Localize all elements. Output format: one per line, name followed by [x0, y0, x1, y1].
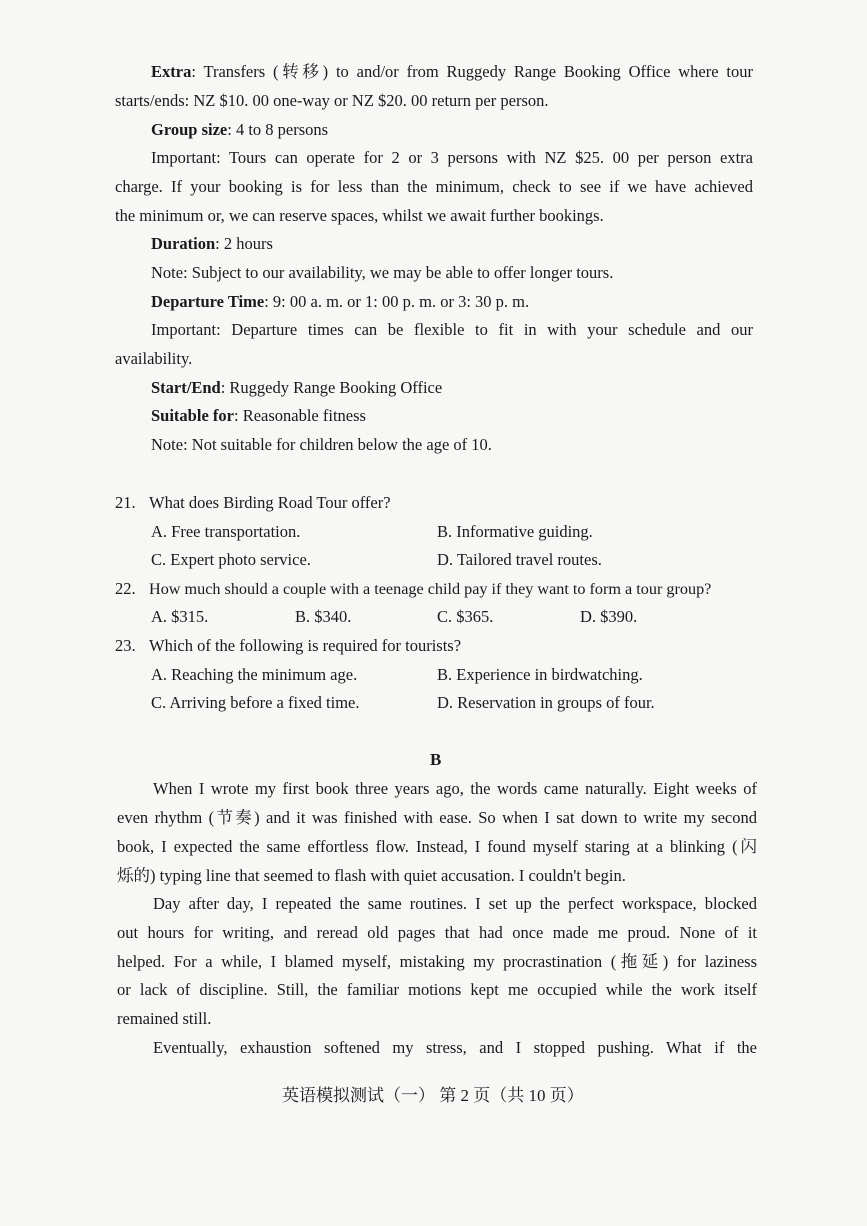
extra-text-1: Transfers (转移) to and/or from Ruggedy Range Booking Office where tour — [203, 62, 753, 81]
passage-p3-line-1: Eventually, exhaustion softened my stress, and I stopped pushing. What if the — [153, 1038, 757, 1057]
passage-p1-line-2: even rhythm (节奏) and it was finished with ease. So when I sat down to write my second — [117, 808, 757, 827]
extra-line-1: Extra: Transfers (转移) to and/or from Ruggedy Range Booking Office where tour — [151, 62, 753, 81]
q21-option-a[interactable]: A. Free transportation. — [151, 522, 301, 541]
departure-label: Departure Time — [151, 292, 265, 311]
question-text-21: What does Birding Road Tour offer? — [149, 493, 391, 512]
q22-option-c[interactable]: C. $365. — [437, 607, 494, 626]
passage-p1-line-4: 烁的) typing line that seemed to flash with quiet accusation. I couldn't begin. — [117, 866, 626, 885]
important1-line-3: the minimum or, we can reserve spaces, whilst we await further bookings. — [115, 206, 604, 225]
suitable-line: Suitable for: Reasonable fitness — [151, 406, 366, 425]
note-line-2: Note: Not suitable for children below the age of 10. — [151, 435, 492, 454]
important2-line-2: availability. — [115, 349, 193, 368]
start-end-label: Start/End — [151, 378, 221, 397]
important1-line-2: charge. If your booking is for less than the minimum, check to see if we have achieved — [115, 177, 753, 196]
duration-label: Duration — [151, 234, 216, 253]
passage-p1-line-1: When I wrote my first book three years ago, the words came naturally. Eight weeks of — [153, 779, 757, 798]
q23-option-a[interactable]: A. Reaching the minimum age. — [151, 665, 358, 684]
q23-option-b[interactable]: B. Experience in birdwatching. — [437, 665, 643, 684]
departure-line: Departure Time: 9: 00 a. m. or 1: 00 p. m. or 3: 30 p. m. — [151, 292, 530, 311]
q21-option-b[interactable]: B. Informative guiding. — [437, 522, 593, 541]
question-number-22: 22. — [115, 579, 136, 598]
section-heading-b: B — [430, 750, 442, 769]
q23-option-d[interactable]: D. Reservation in groups of four. — [437, 693, 655, 712]
passage-p2-line-3: helped. For a while, I blamed myself, mistaking my procrastination (拖延) for laziness — [117, 952, 757, 971]
q21-option-d[interactable]: D. Tailored travel routes. — [437, 550, 602, 569]
duration-text: 2 hours — [223, 234, 273, 253]
departure-text: 9: 00 a. m. or 1: 00 p. m. or 3: 30 p. m. — [272, 292, 530, 311]
passage-p2-line-4: or lack of discipline. Still, the familiar motions kept me occupied while the work itself — [117, 980, 757, 999]
extra-label: Extra — [151, 62, 192, 81]
question-text-22: How much should a couple with a teenage child pay if they want to form a tour group? — [149, 580, 712, 598]
q23-option-c[interactable]: C. Arriving before a fixed time. — [151, 693, 360, 712]
question-number-21: 21. — [115, 493, 136, 512]
q21-option-c[interactable]: C. Expert photo service. — [151, 550, 311, 569]
question-number-23: 23. — [115, 636, 136, 655]
important2-line-1: Important: Departure times can be flexible to fit in with your schedule and our — [151, 320, 753, 339]
passage-p2-line-5: remained still. — [117, 1009, 212, 1028]
group-size-line: Group size: 4 to 8 persons — [151, 120, 329, 139]
start-end-text: Ruggedy Range Booking Office — [229, 378, 443, 397]
important1-line-1: Important: Tours can operate for 2 or 3 persons with NZ $25. 00 per person extra — [151, 148, 753, 167]
start-end-line: Start/End: Ruggedy Range Booking Office — [151, 378, 443, 397]
q22-option-d[interactable]: D. $390. — [580, 607, 638, 626]
suitable-label: Suitable for — [151, 406, 234, 425]
q22-option-a[interactable]: A. $315. — [151, 607, 209, 626]
group-size-label: Group size — [151, 120, 228, 139]
page-footer: 英语模拟测试（一） 第 2 页（共 10 页） — [282, 1086, 584, 1105]
q22-option-b[interactable]: B. $340. — [295, 607, 352, 626]
group-size-text: 4 to 8 persons — [235, 120, 329, 139]
passage-p1-line-3: book, I expected the same effortless flow. Instead, I found myself staring at a blinking (闪 — [117, 837, 757, 856]
note-line-1: Note: Subject to our availability, we may be able to offer longer tours. — [151, 263, 614, 282]
passage-p2-line-2: out hours for writing, and reread old pages that had once made me proud. None of it — [117, 923, 757, 942]
passage-p2-line-1: Day after day, I repeated the same routines. I set up the perfect workspace, blocked — [153, 894, 757, 913]
suitable-text: Reasonable fitness — [242, 406, 366, 425]
question-text-23: Which of the following is required for tourists? — [149, 636, 462, 655]
extra-text-2: starts/ends: NZ $10. 00 one-way or NZ $20. 00 return per person. — [115, 91, 549, 110]
duration-line: Duration: 2 hours — [151, 234, 273, 253]
